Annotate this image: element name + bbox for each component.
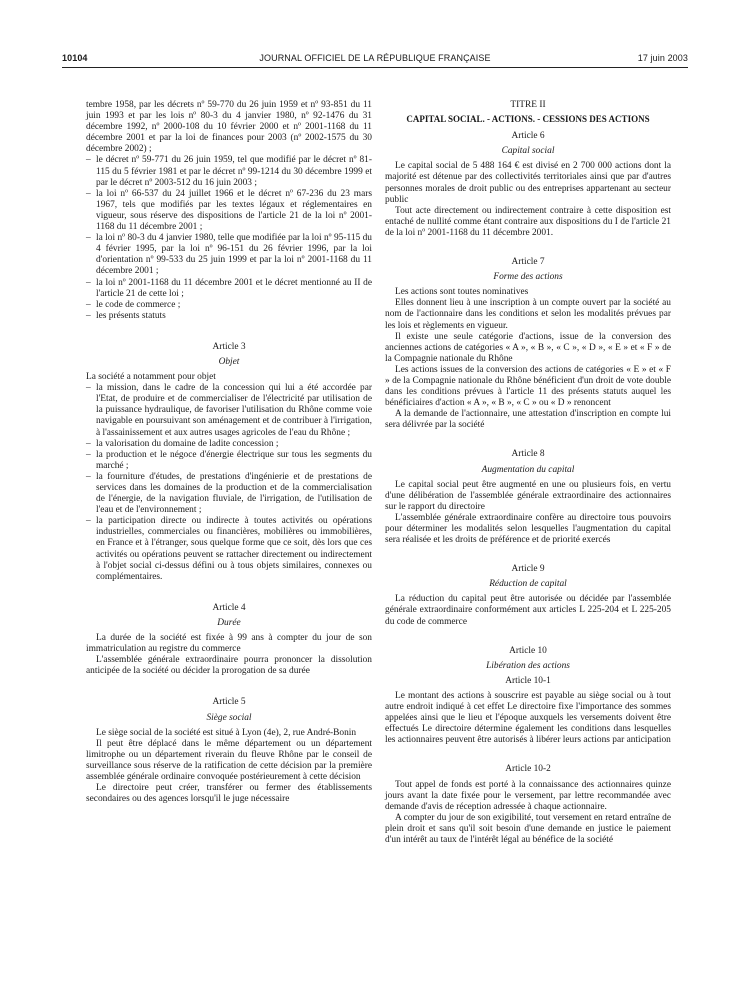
left-column bbox=[86, 100, 372, 805]
article-3-subtitle: Objet bbox=[218, 356, 240, 367]
article-3-title: Article 3 bbox=[212, 341, 246, 352]
article-7-title: Article 7 bbox=[511, 257, 545, 268]
article-5-subtitle: Siège social bbox=[206, 712, 252, 723]
article-7-paragraph: A la demande de l'actionnaire, une attestation d'inscription en compte lui sera délivrée par la société bbox=[385, 409, 671, 431]
article-9-title: Article 9 bbox=[511, 564, 545, 575]
article-4-subtitle: Durée bbox=[217, 617, 241, 628]
article-7-subtitle: Forme des actions bbox=[493, 272, 563, 283]
article-10-1-title: Article 10-1 bbox=[505, 675, 551, 686]
article-7-paragraph: Elles donnent lieu à une inscription à un compte ouvert par la société au nom de l'actionnaire dans les conditions et selon les modalités prévues par les lois et règlements en vigueur. bbox=[385, 298, 671, 331]
article-10-subtitle: Libération des actions bbox=[486, 660, 570, 671]
article-9-subtitle: Réduction de capital bbox=[489, 579, 567, 590]
article-10-title: Article 10 bbox=[509, 645, 547, 656]
journal-title: JOURNAL OFFICIEL DE LA RÉPUBLIQUE FRANÇAISE bbox=[259, 53, 491, 63]
header-divider bbox=[62, 67, 688, 68]
page-header bbox=[62, 53, 688, 67]
list-item: – le décret nº 59-771 du 26 juin 1959, tel que modifié par le décret nº 81-115 du 5 février 1981 et par le décret nº 99-1214 du 30 décembre 1999 et par le décret nº 2003-512 du 16 juin 2003 ; bbox=[86, 155, 372, 188]
article-5-paragraph: Il peut être déplacé dans le même département ou un département limitrophe ou un département riverain du fleuve Rhône par le conseil de surveillance sous réserve de la ratification de cette décision par la première assemblée générale ordinaire convoquée postérieurement à cette décision bbox=[86, 738, 372, 782]
legal-references-list bbox=[86, 155, 372, 321]
article-5-paragraph: Le siège social de la société est situé à Lyon (4e), 2, rue André-Bonin bbox=[96, 727, 357, 738]
article-7-paragraph: Il existe une seule catégorie d'actions, issue de la conversion des anciennes actions de catégories « A », « B », « C », « D », « E » et « F » de la Compagnie nationale du Rhône bbox=[385, 331, 671, 364]
article-3-intro: La société a notamment pour objet bbox=[86, 372, 216, 383]
article-7-paragraph: Les actions sont toutes nominatives bbox=[395, 287, 529, 298]
list-item: – le code de commerce ; bbox=[86, 300, 372, 311]
article-5-title: Article 5 bbox=[212, 697, 246, 708]
article-6-paragraph: Le capital social de 5 488 164 € est divisé en 2 700 000 actions dont la majorité est détenue par des collectivités territoriales ainsi que par d'autres personnes morales de droit public ou des entreprises appartenant au secteur public bbox=[385, 161, 671, 205]
article-6-paragraph: Tout acte directement ou indirectement contraire à cette disposition est entaché de nullité comme étant contraire aux dispositions du I de l'article 21 de la loi nº 2001-1168 du 11 décembre 2001. bbox=[385, 205, 671, 238]
article-8-title: Article 8 bbox=[511, 449, 545, 460]
publication-date: 17 juin 2003 bbox=[637, 53, 688, 63]
article-4-paragraph: La durée de la société est fixée à 99 ans à compter du jour de son immatriculation au registre du commerce bbox=[86, 633, 372, 655]
article-4-title: Article 4 bbox=[212, 602, 246, 613]
article-8-paragraph: L'assemblée générale extraordinaire confère au directoire tous pouvoirs pour déterminer les modalités selon lesquelles l'augmentation du capital sera réalisée et les droits de préférence et de priorité exercés bbox=[385, 512, 671, 546]
article-8-subtitle: Augmentation du capital bbox=[481, 464, 575, 475]
article-5-paragraph: Le directoire peut créer, transférer ou fermer des établissements secondaires ou des agences lorsqu'il le juge nécessaire bbox=[86, 783, 372, 805]
article-10-2-title: Article 10-2 bbox=[505, 764, 551, 775]
article-6-title: Article 6 bbox=[511, 131, 545, 142]
list-item: – la mission, dans le cadre de la concession qui lui a été accordée par l'Etat, de produire et de commercialiser de l'électricité par utilisation de la puissance hydraulique, de favoriser l'utilisation du Rhône comme voie navigable en poursuivant son aménagement et de contribuer à l'irrigation, à l'assainissement et aux autres usages agricoles de l'eau du Rhône ; bbox=[86, 383, 372, 438]
list-item: – la loi nº 80-3 du 4 janvier 1980, telle que modifiée par la loi nº 95-115 du 4 février 1995, par la loi nº 96-151 du 26 février 1996, par la loi d'orientation nº 99-533 du 25 juin 1999 et par la loi nº 2001-1168 du 11 décembre 2001 ; bbox=[86, 233, 372, 277]
titre-subheading: CAPITAL SOCIAL. - ACTIONS. - CESSIONS DES ACTIONS bbox=[406, 114, 650, 125]
article-6-subtitle: Capital social bbox=[501, 146, 555, 157]
article-7-paragraph: Les actions issues de la conversion des actions de catégories « E » et « F » de la Compagnie nationale du Rhône bénéficient d'un droit de vote double dans les conditions prévues à l'article 11 des présents statuts auquel les bénéficiaires d'action « A », « B », « C » ou « D » renoncent bbox=[385, 364, 671, 409]
intro-paragraph: tembre 1958, par les décrets nº 59-770 du 26 juin 1959 et nº 93-851 du 11 juin 1993 et par les lois nº 80-3 du 4 janvier 1980, nº 92-1476 du 31 décembre 1992, nº 2000-108 du 10 février 2000 et nº 2001-1168 du 11 décembre 2001 et par la loi de finances pour 2003 (nº 2002-1575 du 30 décembre 2002) ; bbox=[86, 100, 372, 155]
list-item: – la loi nº 66-537 du 24 juillet 1966 et le décret nº 67-236 du 23 mars 1967, tels que modifiés par les textes légaux et réglementaires en vigueur, sous réserve des dispositions de l'article 21 de la loi nº 2001-1168 du 11 décembre 2001 ; bbox=[86, 189, 372, 233]
article-9-paragraph: La réduction du capital peut être autorisée ou décidée par l'assemblée générale extraordinaire conformément aux articles L 225-204 et L 225-205 du code de commerce bbox=[385, 594, 671, 627]
article-10-1-paragraph: Le montant des actions à souscrire est payable au siège social ou à tout autre endroit indiqué à cet effet Le directoire fixe l'importance des sommes appelées ainsi que le lieu et l'époque auxquels les versements doivent être effectués Le directoire détermine également les conditions dans lesquelles les actionnaires peuvent être autorisés à libérer leurs actions par anticipation bbox=[385, 690, 671, 746]
titre-heading: TITRE II bbox=[510, 100, 546, 110]
list-item: – la fourniture d'études, de prestations d'ingénierie et de prestations de services dans les domaines de la production et de la commercialisation de l'énergie, de la navigation fluviale, de l'irrigation, de l'utilisation de l'eau et de l'environnement ; bbox=[86, 472, 372, 516]
page-number: 10104 bbox=[62, 53, 88, 63]
list-item: – la valorisation du domaine de ladite concession ; bbox=[86, 439, 372, 450]
article-8-paragraph: Le capital social peut être augmenté en une ou plusieurs fois, en vertu d'une délibération de l'assemblée générale extraordinaire des actionnaires sur le rapport du directoire bbox=[385, 479, 671, 512]
article-10-2-paragraph: Tout appel de fonds est porté à la connaissance des actionnaires quinze jours avant la date fixée pour le versement, par lettre recommandée avec demande d'avis de réception adressée à chaque actionnaire. bbox=[385, 779, 671, 812]
list-item: – la loi nº 2001-1168 du 11 décembre 2001 et le décret mentionné au II de l'article 21 de cette loi ; bbox=[86, 278, 372, 300]
list-item: – les présents statuts bbox=[86, 311, 372, 322]
right-column bbox=[385, 100, 671, 846]
list-item: – la participation directe ou indirecte à toutes activités ou opérations industrielles, commerciales ou financières, mobilières ou immobilières, en France et à l'étranger, sous quelque forme que ce soit, dès lors que ces activités ou opérations peuvent se rattacher directement ou indirectement à l'objet social ci-dessus défini ou à tous objets similaires, connexes ou complémentaires. bbox=[86, 516, 372, 583]
article-10-2-paragraph: A compter du jour de son exigibilité, tout versement en retard entraîne de plein droit et sans qu'il soit besoin d'une demande en justice le paiement d'un intérêt au taux de l'intérêt légal au bénéfice de la société bbox=[385, 812, 671, 845]
article-4-paragraph: L'assemblée générale extraordinaire pourra prononcer la dissolution anticipée de la société ou décider la prorogation de sa durée bbox=[86, 655, 372, 677]
object-list bbox=[86, 383, 372, 583]
list-item: – la production et le négoce d'énergie électrique sur tous les segments du marché ; bbox=[86, 450, 372, 472]
